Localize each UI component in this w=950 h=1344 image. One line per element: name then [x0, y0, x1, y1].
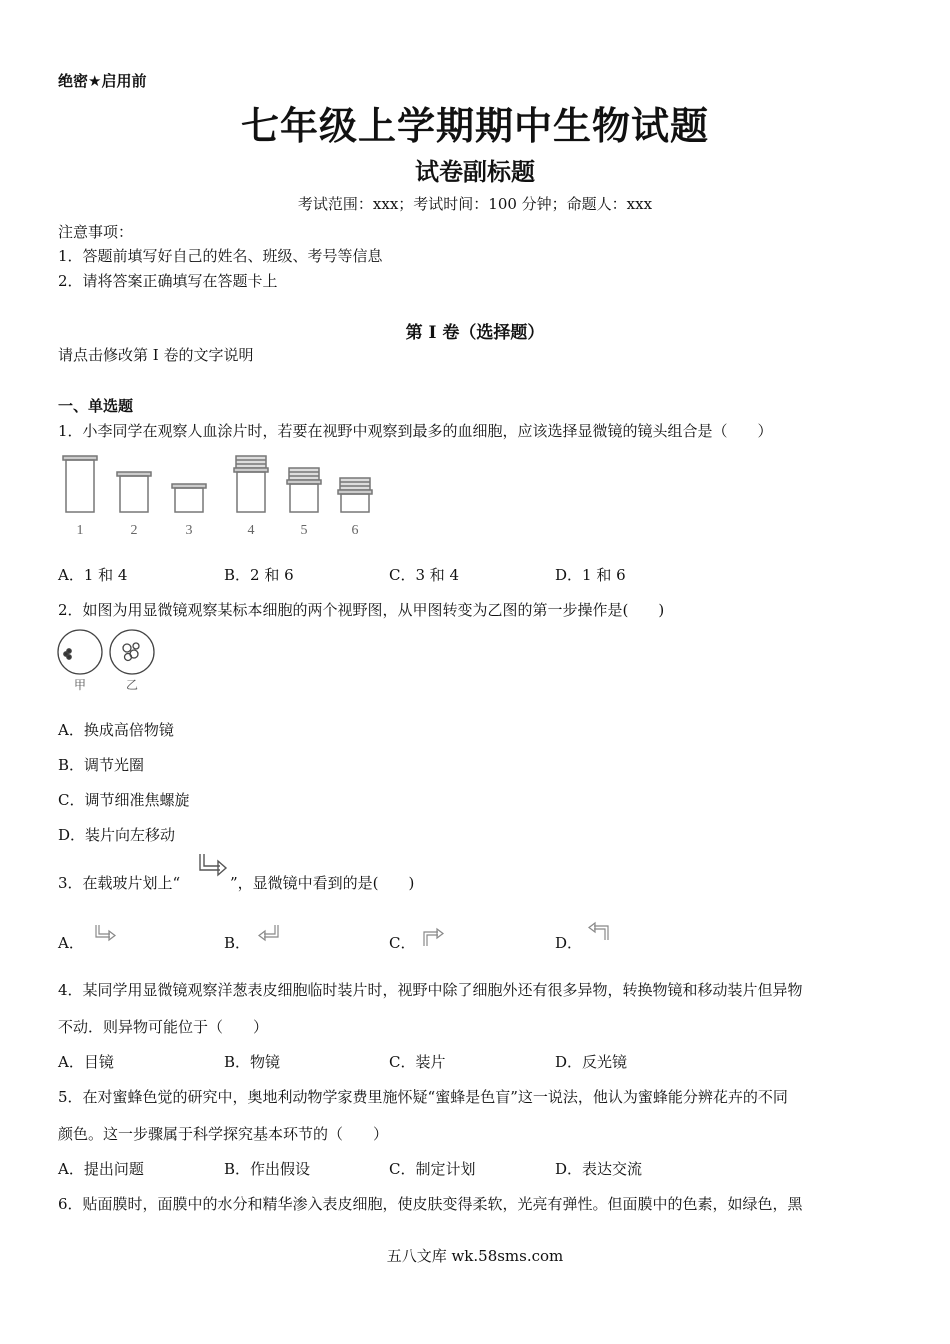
q5-option-a: A．提出问题: [58, 1160, 144, 1178]
q3-option-b-arrow: [256, 923, 282, 945]
q4-stem-line2: 不动．则异物可能位于（ ）: [58, 1018, 269, 1036]
q3-stem-before: 3．在载玻片划上“: [58, 874, 181, 892]
lens-6: [338, 478, 372, 512]
section-title: 一、单选题: [58, 397, 134, 415]
q3-option-a: A．: [58, 934, 84, 952]
q4-option-a: A．目镜: [58, 1053, 114, 1071]
part1-description: 请点击修改第 I 卷的文字说明: [58, 346, 254, 364]
lens-label-3: 3: [185, 523, 193, 538]
q5-stem-line1: 5．在对蜜蜂色觉的研究中，奥地利动物学家费里施怀疑“蜜蜂是色盲”这一说法，他认为蜜蜂能分辨花卉的不同: [58, 1088, 788, 1106]
footer-watermark: 五八文库 wk.58sms.com: [386, 1247, 564, 1265]
view-label-jia: 甲: [73, 678, 87, 692]
part1-title: 第 I 卷（选择题）: [405, 323, 545, 343]
q1-option-c: C．3 和 4: [389, 566, 460, 584]
q3-option-b: B．: [224, 934, 251, 952]
page-title: 七年级上学期期中生物试题: [240, 104, 709, 148]
notes-item-1: 1．答题前填写好自己的姓名、班级、考号等信息: [58, 247, 383, 265]
lens-5: [287, 468, 321, 512]
lens-label-4: 4: [247, 523, 255, 538]
q2-stem: 2．如图为用显微镜观察某标本细胞的两个视野图，从甲图转变为乙图的第一步操作是( ): [58, 601, 665, 619]
notes-item-2: 2．请将答案正确填写在答题卡上: [58, 272, 278, 290]
q5-option-d: D．表达交流: [555, 1160, 643, 1178]
lens-3: [172, 484, 206, 512]
lens-label-5: 5: [300, 523, 308, 538]
q3-arrow-figure: [194, 852, 230, 880]
q3-option-c-arrow: [420, 926, 446, 948]
secret-label: 绝密★启用前: [58, 72, 147, 90]
exam-info: 考试范围：xxx；考试时间：100 分钟；命题人：xxx: [297, 195, 653, 213]
q2-view-figure: [56, 628, 160, 692]
q2-option-a: A．换成高倍物镜: [58, 721, 174, 739]
q4-stem-line1: 4．某同学用显微镜观察洋葱表皮细胞临时装片时，视野中除了细胞外还有很多异物，转换物镜和移动装片但异物: [58, 981, 803, 999]
q5-option-c: C．制定计划: [389, 1160, 476, 1178]
notes-heading: 注意事项：: [58, 223, 134, 241]
q3-option-d: D．: [555, 934, 583, 952]
q1-option-a: A．1 和 4: [58, 566, 128, 584]
q5-option-b: B．作出假设: [224, 1160, 311, 1178]
view-yi: [110, 630, 154, 674]
q3-option-d-arrow: [586, 920, 612, 942]
lens-label-1: 1: [76, 523, 84, 538]
q1-lens-figure: [56, 450, 376, 540]
q1-option-b: B．2 和 6: [224, 566, 294, 584]
q1-stem: 1．小李同学在观察人血涂片时，若要在视野中观察到最多的血细胞，应该选择显微镜的镜头组合是（ ）: [58, 422, 773, 440]
q1-option-d: D．1 和 6: [555, 566, 626, 584]
q2-option-b: B．调节光圈: [58, 756, 145, 774]
q2-option-d: D．装片向左移动: [58, 826, 176, 844]
lens-2: [117, 472, 151, 512]
q3-option-a-arrow: [92, 923, 118, 945]
lens-4: [234, 456, 268, 512]
q3-option-c: C．: [389, 934, 416, 952]
q6-stem-line1: 6．贴面膜时，面膜中的水分和精华渗入表皮细胞，使皮肤变得柔软，光亮有弹性。但面膜中的色素，如绿色，黑: [58, 1195, 803, 1213]
lens-1: [63, 456, 97, 512]
lens-label-2: 2: [130, 523, 138, 538]
q2-option-c: C．调节细准焦螺旋: [58, 791, 190, 809]
view-label-yi: 乙: [125, 678, 139, 692]
q4-option-b: B．物镜: [224, 1053, 281, 1071]
lens-label-6: 6: [351, 523, 359, 538]
q3-stem-after: ”，显微镜中看到的是( ): [230, 874, 415, 892]
page-subtitle: 试卷副标题: [415, 158, 535, 186]
q4-option-d: D．反光镜: [555, 1053, 628, 1071]
q4-option-c: C．装片: [389, 1053, 446, 1071]
q5-stem-line2: 颜色。这一步骤属于科学探究基本环节的（ ）: [58, 1125, 389, 1143]
